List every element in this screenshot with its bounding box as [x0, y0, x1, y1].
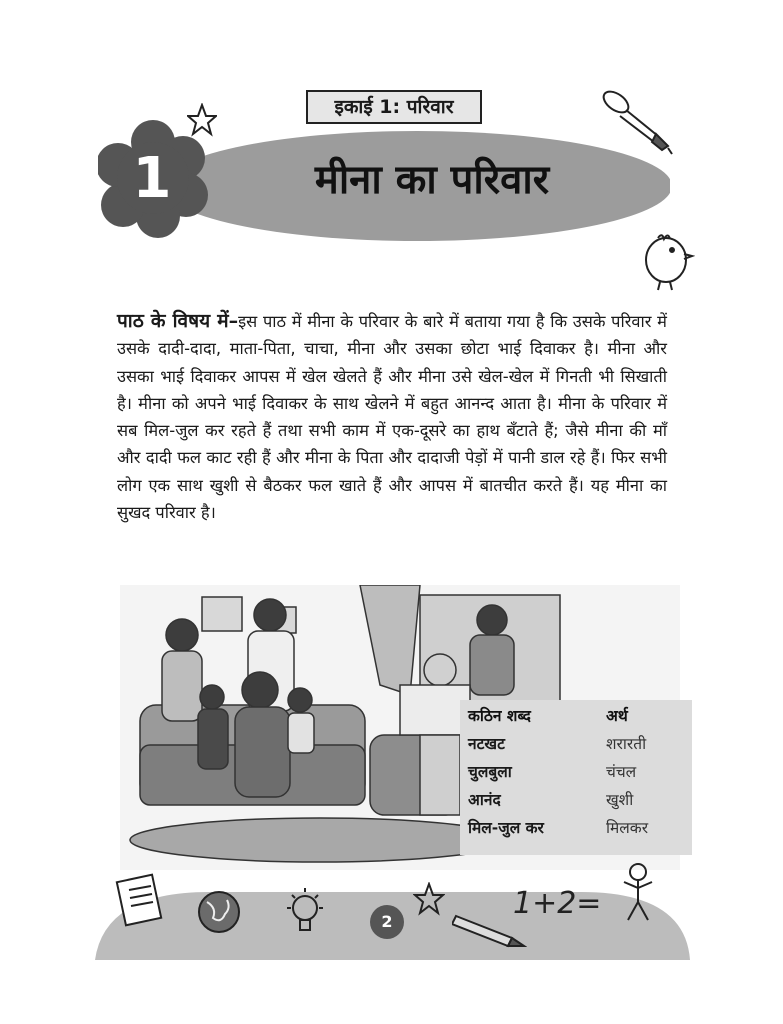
summary-lead: पाठ के विषय में–: [117, 310, 239, 332]
vocabulary-row: [468, 732, 688, 758]
page-number: 2: [370, 905, 404, 939]
star-icon: [413, 882, 445, 916]
lightbulb-icon: [283, 886, 327, 944]
chapter-title: मीना का परिवार: [314, 157, 550, 203]
vocabulary-meaning: मिलकर: [606, 819, 649, 837]
vocabulary-header-meaning: अर्थ: [606, 707, 628, 725]
vocabulary-word: मिल-जुल कर: [468, 819, 544, 837]
chick-icon: [640, 230, 695, 292]
paintbrush-icon: [600, 88, 680, 158]
globe-icon: [195, 888, 243, 936]
vocabulary-box: [460, 700, 692, 855]
notepad-icon: [115, 872, 165, 927]
vocabulary-row: [468, 760, 688, 786]
summary-text: इस पाठ में मीना के परिवार के बारे में बताया गया है कि उसके परिवार में उसके दादी-दादा, माता-पिता, चाचा, मीना और उसका छोटा भाई दिवाकर है। मीना और उसका भाई दिवाकर आपस में खेल खेलते हैं और मीना उसे खेल-खेल में गिनती भी सिखाती है। मीना को अपने भाई दिवाकर के साथ खेलने में बहुत आनन्द आता है। मीना के परिवार में सब मिल-जुल कर रहते हैं तथा सभी काम में एक-दूसरे का हाथ बँटाते हैं; जैसे मीना की माँ और दादी फल काट रही हैं और मीना के पिता और दादाजी पेड़ों में पानी डाल रहे हैं। फिर सभी लोग एक साथ खुशी से बैठकर फल खाते हैं और आपस में बातचीत करते हैं। यह मीना का सुखद परिवार है।: [117, 312, 667, 523]
chapter-number: 1: [132, 146, 172, 211]
vocabulary-header-word: कठिन शब्द: [468, 707, 531, 725]
vocabulary-word: आनंद: [468, 791, 501, 809]
math-sum-text: 1+2=: [513, 886, 602, 921]
vocabulary-row: [468, 816, 688, 842]
vocabulary-meaning: खुशी: [606, 791, 634, 809]
vocabulary-word: नटखट: [468, 735, 505, 753]
lesson-summary: [117, 308, 667, 526]
vocabulary-meaning: शरारती: [606, 735, 647, 753]
vocabulary-header: [468, 704, 688, 730]
vocabulary-row: [468, 788, 688, 814]
stick-figure-icon: [618, 862, 658, 924]
vocabulary-meaning: चंचल: [606, 763, 637, 781]
vocabulary-word: चुलबुला: [468, 763, 512, 781]
unit-label: इकाई 1: परिवार: [306, 90, 482, 124]
